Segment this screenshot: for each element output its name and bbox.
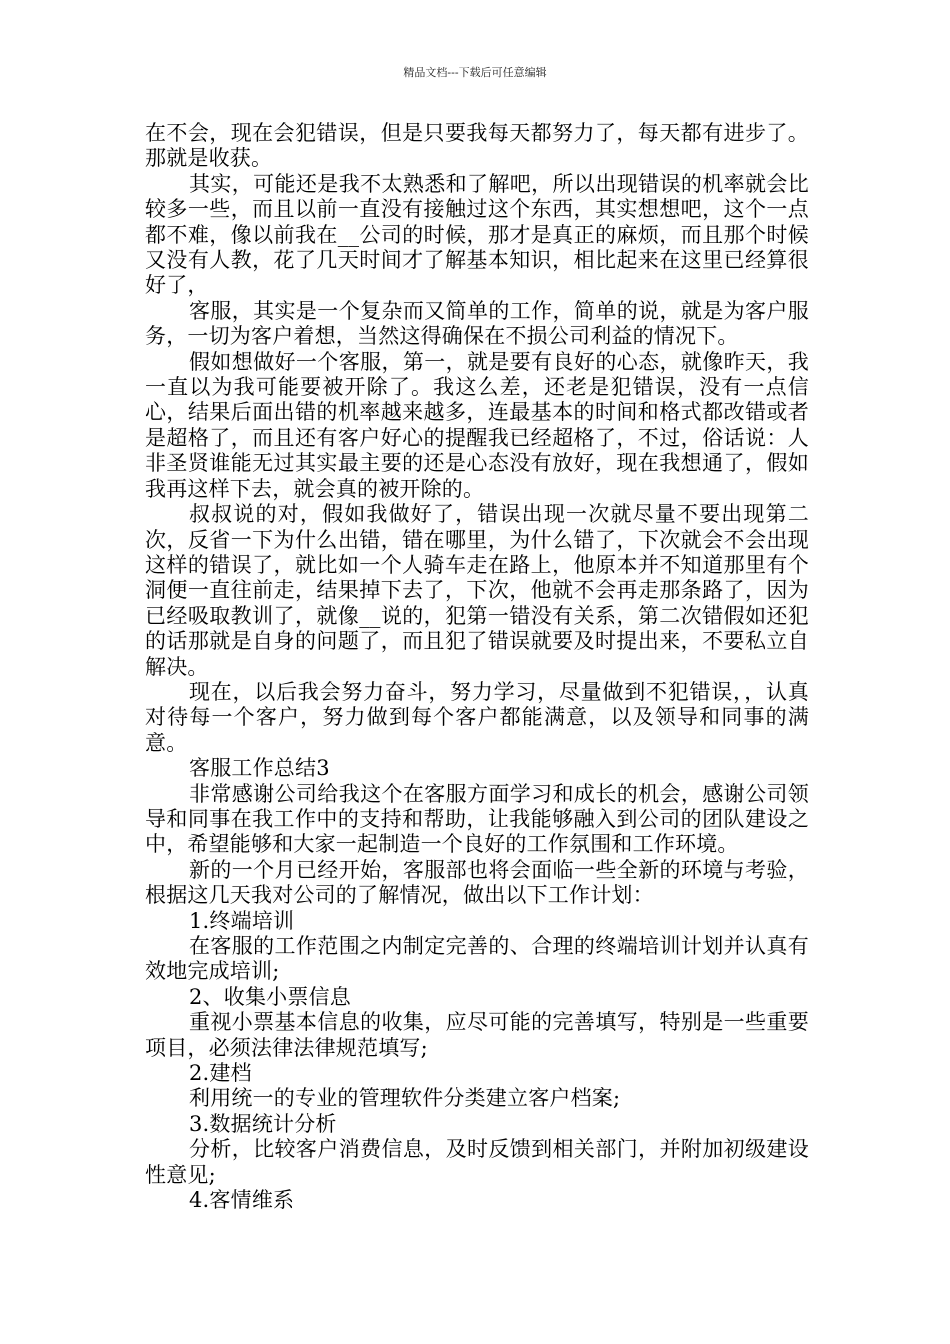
paragraph-6: 现在，以后我会努力奋斗，努力学习，尽量做到不犯错误，，认真对待每一个客户，努力做到每个客户都能满意，以及领导和同事的满意。 [145, 679, 809, 755]
paragraph-2: 其实，可能还是我不太熟悉和了解吧，所以出现错误的机率就会比较多一些，而且以前一直没有接触过这个东西，其实想想吧，这个一点都不难，像以前我在__公司的时候，那才是真正的麻烦，而且那个时候又没有人教，花了几天时间才了解基本知识，相比起来在这里已经算很好了， [145, 171, 809, 298]
list-body-1: 在客服的工作范围之内制定完善的、合理的终端培训计划并认真有效地完成培训; [145, 934, 809, 984]
document-body [145, 121, 809, 1213]
list-body-4: 分析，比较客户消费信息，及时反馈到相关部门，并附加初级建设性意见; [145, 1137, 809, 1187]
paragraph-7: 非常感谢公司给我这个在客服方面学习和成长的机会，感谢公司领导和同事在我工作中的支持和帮助，让我能够融入到公司的团队建设之中，希望能够和大家一起制造一个良好的工作氛围和工作环境。 [145, 781, 809, 857]
paragraph-3: 客服，其实是一个复杂而又简单的工作，简单的说，就是为客户服务，一切为客户着想，当然这得确保在不损公司利益的情况下。 [145, 298, 809, 349]
list-heading-3: 2.建档 [189, 1061, 252, 1086]
list-heading-1: 1.终端培训 [189, 908, 295, 933]
list-heading-2: 2、收集小票信息 [189, 984, 351, 1009]
paragraph-5: 叔叔说的对，假如我做好了，错误出现一次就尽量不要出现第二次，反省一下为什么出错，错在哪里，为什么错了，下次就会不会出现这样的错误了，就比如一个人骑车走在路上，他原本并不知道那里有个洞便一直往前走，结果掉下去了，下次，他就不会再走那条路了，因为已经吸取教训了，就像__说的，犯第一错没有关系，第二次错假如还犯的话那就是自身的问题了，而且犯了错误就要及时提出来，不要私立自解决。 [145, 502, 809, 679]
paragraph-1: 在不会，现在会犯错误，但是只要我每天都努力了，每天都有进步了。那就是收获。 [145, 121, 809, 171]
section-heading: 客服工作总结3 [189, 756, 330, 781]
list-heading-5: 4.客情维系 [189, 1188, 295, 1213]
list-body-3: 利用统一的专业的管理软件分类建立客户档案; [189, 1086, 621, 1111]
page-header: 精品文档---下载后可任意编辑 [403, 66, 547, 79]
paragraph-8: 新的一个月已经开始，客服部也将会面临一些全新的环境与考验，根据这几天我对公司的了解情况，做出以下工作计划： [145, 857, 809, 908]
paragraph-4: 假如想做好一个客服，第一，就是要有良好的心态，就像昨天，我一直以为我可能要被开除了。我这么差，还老是犯错误，没有一点信心，结果后面出错的机率越来越多，连最基本的时间和格式都改错或者是超格了，而且还有客户好心的提醒我已经超格了，不过，俗话说：人非圣贤谁能无过其实最主要的还是心态没有放好，现在我想通了，假如我再这样下去，就会真的被开除的。 [145, 349, 809, 501]
list-body-2: 重视小票基本信息的收集，应尽可能的完善填写，特别是一些重要项目，必须法律法律规范填写; [145, 1010, 809, 1060]
list-heading-4: 3.数据统计分析 [189, 1111, 337, 1136]
